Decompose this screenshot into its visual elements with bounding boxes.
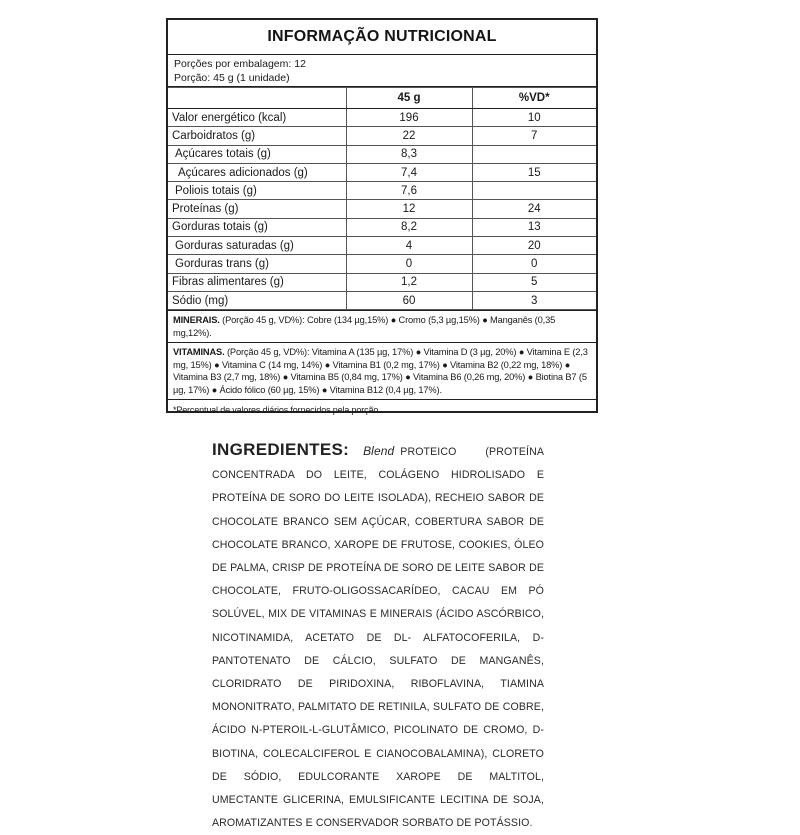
table-row bbox=[168, 218, 596, 236]
ingredients-section bbox=[212, 438, 544, 835]
nutrient-label: Sódio (mg) bbox=[168, 291, 346, 309]
nutrient-label: Valor energético (kcal) bbox=[168, 109, 346, 127]
nutrient-dv bbox=[472, 145, 596, 163]
nutrient-amount: 4 bbox=[346, 237, 472, 255]
column-header-amount: 45 g bbox=[346, 88, 472, 109]
nutrient-label: Fibras alimentares (g) bbox=[168, 273, 346, 291]
nutrient-dv: 0 bbox=[472, 255, 596, 273]
servings-per-package: Porções por embalagem: 12 bbox=[174, 58, 306, 70]
nutrient-label: Açúcares adicionados (g) bbox=[168, 163, 346, 181]
vitamins-label: VITAMINAS. bbox=[173, 347, 225, 358]
nutrient-amount: 8,3 bbox=[346, 145, 472, 163]
nutrient-amount: 7,6 bbox=[346, 182, 472, 200]
nutrient-amount: 196 bbox=[346, 109, 472, 127]
minerals-label: MINERAIS. bbox=[173, 315, 220, 326]
nutrient-label: Poliois totais (g) bbox=[168, 182, 346, 200]
nutrient-amount: 8,2 bbox=[346, 218, 472, 236]
nutrient-dv: 7 bbox=[472, 127, 596, 145]
nutrient-dv bbox=[472, 182, 596, 200]
table-row bbox=[168, 145, 596, 163]
nutrient-label: Gorduras trans (g) bbox=[168, 255, 346, 273]
table-row bbox=[168, 127, 596, 145]
ingredients-blend: Blend bbox=[363, 444, 395, 458]
table-row bbox=[168, 255, 596, 273]
table-header-row bbox=[168, 88, 596, 109]
nutrient-amount: 0 bbox=[346, 255, 472, 273]
nutrient-dv: 15 bbox=[472, 163, 596, 181]
ingredients-title: INGREDIENTES: bbox=[212, 440, 350, 459]
nutrient-label: Proteínas (g) bbox=[168, 200, 346, 218]
nutrient-dv: 10 bbox=[472, 109, 596, 127]
nutrient-amount: 12 bbox=[346, 200, 472, 218]
nutrient-amount: 1,2 bbox=[346, 273, 472, 291]
table-row bbox=[168, 182, 596, 200]
nutrient-label: Açúcares totais (g) bbox=[168, 145, 346, 163]
serving-info bbox=[168, 55, 596, 87]
minerals-block bbox=[168, 310, 596, 342]
table-row bbox=[168, 291, 596, 309]
table-row bbox=[168, 273, 596, 291]
vitamins-text: (Porção 45 g, VD%): Vitamina A (135 µg, 17%) ● Vitamina D (3 µg, 20%) ● Vitamina E (2,3 mg, 15%) ● Vitamina C (14 mg, 14%) ● Vitamina B1 (0,2 mg, 17%) ● Vitamina B2 (0,22 mg, 18%) ● Vitamina B3 (2,7 mg, 18%) ● Vitamina B5 (0,84 mg, 17%) ● Vitamina B6 (0,26 mg, 20%) ● Biotina B7 (5 µg, 17%) ● Ácido fólico (60 µg, 15%) ● Vitamina B12 (0,4 µg, 17%). bbox=[173, 347, 588, 395]
nutrient-amount: 22 bbox=[346, 127, 472, 145]
minerals-text: (Porção 45 g, VD%): Cobre (134 µg,15%) ● Cromo (5,3 µg,15%) ● Manganês (0,35 mg,12%). bbox=[173, 315, 556, 338]
nutrient-label: Carboidratos (g) bbox=[168, 127, 346, 145]
nutrient-dv: 24 bbox=[472, 200, 596, 218]
nutrition-facts-panel bbox=[166, 18, 598, 416]
nutrition-table bbox=[168, 87, 596, 310]
table-row bbox=[168, 163, 596, 181]
nutrient-dv: 20 bbox=[472, 237, 596, 255]
table-row bbox=[168, 237, 596, 255]
nutrient-amount: 60 bbox=[346, 291, 472, 309]
table-row bbox=[168, 109, 596, 127]
nutrient-amount: 7,4 bbox=[346, 163, 472, 181]
nutrient-dv: 5 bbox=[472, 273, 596, 291]
table-row bbox=[168, 200, 596, 218]
nutrient-label: Gorduras totais (g) bbox=[168, 218, 346, 236]
serving-size: Porção: 45 g (1 unidade) bbox=[174, 72, 290, 84]
nutrition-title: INFORMAÇÃO NUTRICIONAL bbox=[168, 20, 596, 55]
ingredients-text: PROTEICO (PROTEÍNA CONCENTRADA DO LEITE, COLÁGENO HIDROLISADO E PROTEÍNA DE SORO DO LEITE ISOLADA), RECHEIO SABOR DE CHOCOLATE BRANCO SEM AÇÚCAR, COBERTURA SABOR DE CHOCOLATE BRANCO, XAROPE DE FRUTOSE, COOKIES, ÓLEO DE PALMA, CRISP DE PROTEÍNA DE SORO DE LEITE SABOR DE CHOCOLATE, FRUTO-OLIGOSSACARÍDEO, CACAU EM PÓ SOLÚVEL, MIX DE VITAMINAS E MINERAIS (ÁCIDO ASCÓRBICO, NICOTINAMIDA, ACETATO DE DL- ALFATOCOFERILA, D-PANTOTENATO DE CÁLCIO, SULFATO DE MANGANÊS, CLORIDRATO DE PIRIDOXINA, RIBOFLAVINA, TIAMINA MONONITRATO, PALMITATO DE RETINILA, SULFATO DE COBRE, ÁCIDO N-PTEROIL-L-GLUTÂMICO, PICOLINATO DE CROMO, D-BIOTINA, COLECALCIFEROL E CIANOCOBALAMINA), CLORETO DE SÓDIO, EDULCORANTE XAROPE DE MALTITOL, UMECTANTE GLICERINA, EMULSIFICANTE LECITINA DE SOJA, AROMATIZANTES E CONSERVADOR SORBATO DE POTÁSSIO. bbox=[212, 446, 544, 830]
column-header-label bbox=[168, 88, 346, 109]
nutrient-dv: 13 bbox=[472, 218, 596, 236]
nutrient-dv: 3 bbox=[472, 291, 596, 309]
vitamins-block bbox=[168, 342, 596, 399]
nutrient-label: Gorduras saturadas (g) bbox=[168, 237, 346, 255]
column-header-dv: %VD* bbox=[472, 88, 596, 109]
dv-footnote: *Percentual de valores diários fornecidos pela porção. bbox=[168, 399, 596, 420]
